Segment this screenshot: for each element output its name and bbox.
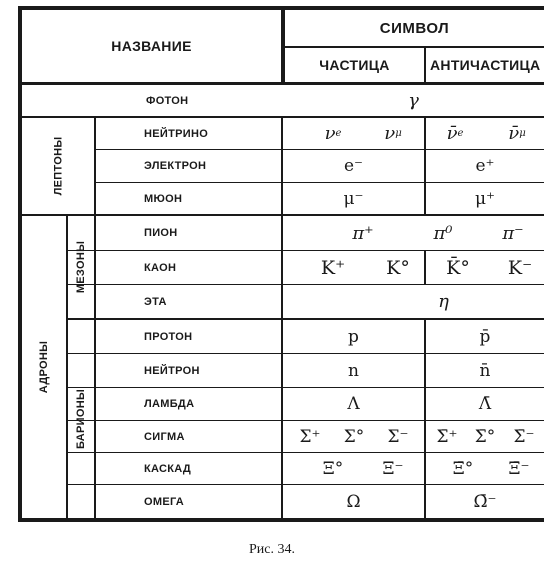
symbol-antilambda: Λ̄: [478, 394, 492, 414]
symbol-antineutrino-mu: [492, 118, 542, 149]
symbol-kaon-zero: K°: [386, 256, 410, 279]
column-header-symbol: СИМВОЛ: [379, 19, 450, 37]
symbol-kaon-minus: K⁻: [507, 256, 533, 279]
row-name: ЭЛЕКТРОН: [144, 160, 207, 172]
symbol-pion-minus: π⁻: [502, 222, 524, 244]
symbol-subscript: e: [457, 128, 464, 139]
symbol-text: ν̄: [508, 123, 520, 144]
row-name: ПИОН: [144, 227, 178, 239]
symbol-neutron: n: [348, 360, 359, 381]
symbol-pion-plus: π⁺: [352, 222, 374, 244]
symbol-antisigma-zero: Σ̄°: [474, 426, 496, 447]
group-label: МЕЗОНЫ: [75, 240, 88, 294]
symbol-antixi-minus: Ξ̄⁻: [508, 458, 530, 479]
symbol-antikaon-zero: K̄°: [446, 256, 470, 279]
symbol-eta: η: [438, 291, 449, 312]
symbol-antiomega: Ω̄⁻: [473, 491, 497, 512]
group-label: ЛЕПТОНЫ: [52, 136, 64, 196]
symbol-sigma-zero: Σ°: [343, 426, 365, 447]
column-header-particle: ЧАСТИЦА: [319, 57, 390, 73]
symbol-photon: γ: [408, 90, 419, 111]
symbol-antisigma-minus: Σ̄⁻: [513, 426, 535, 447]
group-label: АДРОНЫ: [38, 340, 51, 394]
symbol-lambda: Λ: [347, 394, 360, 414]
symbol-antineutron: n̄: [479, 360, 491, 381]
symbol-muon: μ⁻: [343, 188, 364, 209]
row-name: СИГМА: [144, 430, 185, 443]
symbol-neutrino-mu: [368, 118, 418, 149]
symbol-text: ν: [384, 123, 396, 144]
symbol-antiproton: p̄: [479, 326, 491, 347]
symbol-xi-zero: Ξ°: [322, 458, 344, 479]
row-name: ЛАМБДА: [144, 398, 195, 410]
column-header-antiparticle: АНТИЧАСТИЦА: [430, 57, 541, 73]
symbol-antisigma-plus: Σ̄⁺: [436, 426, 458, 447]
symbol-text: ν: [324, 123, 336, 144]
row-name: ФОТОН: [146, 94, 189, 107]
row-name: ОМЕГА: [144, 495, 185, 508]
symbol-antineutrino-e: [430, 118, 480, 149]
row-name: КАСКАД: [144, 462, 192, 475]
symbol-antixi-zero: Ξ̄°: [452, 458, 474, 479]
row-name: НЕЙТРОН: [144, 364, 200, 377]
row-name: КАОН: [144, 261, 177, 274]
symbol-subscript: μ: [519, 128, 526, 139]
group-mesons: [68, 216, 94, 318]
particle-table: [18, 6, 544, 522]
symbol-xi-minus: Ξ⁻: [382, 458, 404, 479]
symbol-subscript: e: [335, 128, 342, 139]
symbol-kaon-plus: K⁺: [320, 256, 346, 279]
column-header-name: НАЗВАНИЕ: [111, 38, 192, 54]
row-name: НЕЙТРИНО: [144, 127, 209, 140]
symbol-sigma-plus: Σ⁺: [299, 426, 321, 447]
figure-caption: Рис. 34.: [249, 542, 295, 557]
symbol-neutrino-e: [308, 118, 358, 149]
symbol-proton: p: [348, 326, 359, 347]
group-leptons: [22, 118, 94, 214]
symbol-sigma-minus: Σ⁻: [387, 426, 409, 447]
group-baryons: [68, 320, 94, 518]
row-name: ЭТА: [144, 295, 167, 308]
symbol-omega: Ω: [346, 491, 361, 512]
symbol-text: ν̄: [446, 123, 458, 144]
group-label: БАРИОНЫ: [75, 388, 88, 450]
group-hadrons: [22, 216, 66, 518]
row-name: МЮОН: [144, 192, 183, 205]
pa-divider: [424, 250, 426, 284]
symbol-subscript: μ: [395, 128, 402, 139]
symbol-electron: e⁻: [343, 156, 364, 176]
symbol-pion-zero: π⁰: [433, 222, 453, 244]
symbol-antimuon: μ⁺: [474, 188, 496, 209]
symbol-positron: e⁺: [475, 156, 495, 176]
row-name: ПРОТОН: [144, 330, 193, 343]
